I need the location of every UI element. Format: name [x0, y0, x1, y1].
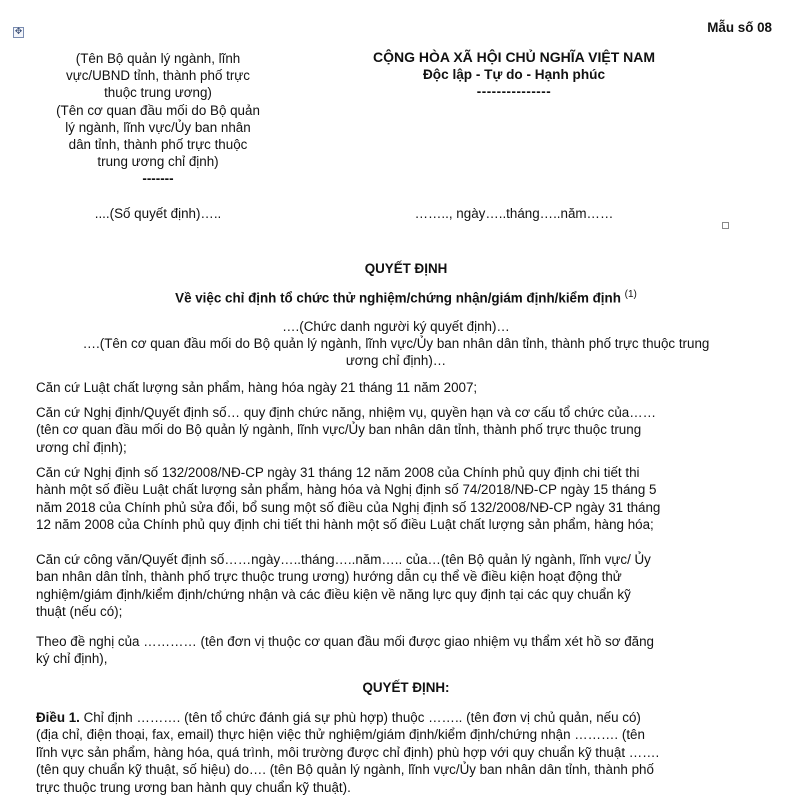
text-line: thuật (nếu có); [36, 604, 123, 620]
signer-title: ….(Chức danh người ký quyết định)… [282, 319, 510, 334]
preamble-decree [36, 464, 778, 534]
article-label: Điều 1. [36, 710, 80, 725]
text-line: lĩnh vực sản phẩm, hàng hóa, quá trình, môi trường được chỉ định) phù hợp với quy chuẩn kỹ thuật ……. [36, 744, 660, 760]
cell-corner-marker [722, 222, 729, 229]
issuer-line: vực/UBND tỉnh, thành phố trực [66, 68, 250, 84]
text-line: nghiệm/giám định/kiểm định/chứng nhận và các điều kiện về năng lực quy định tại các quy chuẩn kỹ [36, 586, 631, 602]
text-line: Căn cứ Nghị định số 132/2008/NĐ-CP ngày 31 tháng 12 năm 2008 của Chính phủ quy định chi tiết thi [36, 465, 640, 480]
text-line: năm 2018 của Chính phủ sửa đổi, bổ sung một số điều của Nghị định số 132/2008/NĐ-CP ngày 31 tháng [36, 499, 661, 515]
date-line: …….., ngày…..tháng…..năm…… [414, 206, 614, 221]
document-title: QUYẾT ĐỊNH [364, 261, 448, 276]
motto-rule: --------------- [476, 84, 552, 99]
text-line: ban nhân dân tỉnh, thành phố trực thuộc trung ương) hướng dẫn cụ thể về điều kiện hoạt động thử [36, 569, 622, 585]
article-1 [36, 709, 778, 796]
nation-name: CỘNG HÒA XÃ HỘI CHỦ NGHĨA VIỆT NAM [372, 49, 656, 65]
signer-agency: ….(Tên cơ quan đầu mối do Bộ quản lý ngành, lĩnh vực/Ủy ban nhân dân tỉnh, thành phố trực thuộc trung [82, 336, 710, 351]
preamble-proposal [36, 633, 778, 668]
move-handle-icon[interactable]: ✥ [14, 27, 23, 37]
signer-block [36, 318, 756, 369]
preamble-mandate [36, 404, 778, 456]
decides-heading: QUYẾT ĐỊNH: [362, 680, 450, 695]
national-motto: Độc lập - Tự do - Hạnh phúc [422, 67, 606, 82]
text-line: ký chỉ định), [36, 651, 108, 667]
issuer-separator: ------- [142, 171, 174, 187]
issuer-line: lý ngành, lĩnh vực/Ủy ban nhân [65, 119, 251, 135]
text-line: hành một số điều Luật chất lượng sản phẩm, hàng hóa và Nghị định số 74/2018/NĐ-CP ngày 15 tháng 5 [36, 482, 657, 498]
issuer-line: thuộc trung ương) [104, 85, 212, 101]
text-line: Căn cứ công văn/Quyết định số……ngày…..tháng…..năm….. của…(tên Bộ quản lý ngành, lĩnh vực/ Ủy [36, 552, 651, 567]
text-line: (tên quy chuẩn kỹ thuật, số hiệu) do…. (tên Bộ quản lý ngành, lĩnh vực/Ủy ban nhân dân tỉnh, thành phố [36, 762, 654, 778]
text-line: Căn cứ Nghị định/Quyết định số… quy định chức năng, nhiệm vụ, quyền hạn và cơ cấu tổ chức của…… [36, 405, 656, 420]
text-line: (tên cơ quan đầu mối do Bộ quản lý ngành, lĩnh vực/Ủy ban nhân dân tỉnh, thành phố trực thuộc trung [36, 422, 642, 438]
text-line: Theo đề nghị của ………… (tên đơn vị thuộc cơ quan đầu mối được giao nhiệm vụ thẩm xét hồ sơ đăng [36, 634, 654, 649]
text-line [36, 709, 778, 726]
text-line: trực thuộc trung ương ban hành quy chuẩn kỹ thuật). [36, 779, 351, 795]
issuer-line: (Tên Bộ quản lý ngành, lĩnh [75, 51, 241, 66]
text-line: (địa chỉ, điện thoại, fax, email) thực hiện việc thử nghiệm/giám định/kiểm định/chứng nhận ………. (tên [36, 727, 645, 743]
decision-number: ....(Số quyết định)….. [94, 206, 222, 221]
issuer-line: (Tên cơ quan đầu mối do Bộ quản [56, 102, 260, 118]
document-subject [36, 289, 776, 305]
issuer-line: dân tỉnh, thành phố trực thuộc [68, 137, 248, 153]
subject-text: Về việc chỉ định tổ chức thử nghiệm/chứng nhận/giám định/kiểm định [175, 290, 621, 306]
issuer-block [28, 50, 288, 188]
signer-agency-cont: ương chỉ định)… [345, 353, 447, 368]
national-header [300, 49, 728, 100]
preamble-guidance [36, 551, 778, 621]
preamble-law: Căn cứ Luật chất lượng sản phẩm, hàng hóa ngày 21 tháng 11 năm 2007; [36, 380, 478, 395]
subject-footnote: (1) [624, 289, 637, 300]
issuer-line: trung ương chỉ định) [97, 154, 219, 170]
article-text: Chỉ định ………. (tên tổ chức đánh giá sự phù hợp) thuộc …….. (tên đơn vị chủ quản, nếu có) [79, 710, 641, 725]
form-number: Mẫu số 08 [707, 20, 772, 35]
text-line: ương chỉ định); [36, 439, 127, 455]
text-line: 12 năm 2008 của Chính phủ quy định chi tiết thi hành một số điều Luật chất lượng sản phẩm, hàng hóa; [36, 517, 654, 533]
